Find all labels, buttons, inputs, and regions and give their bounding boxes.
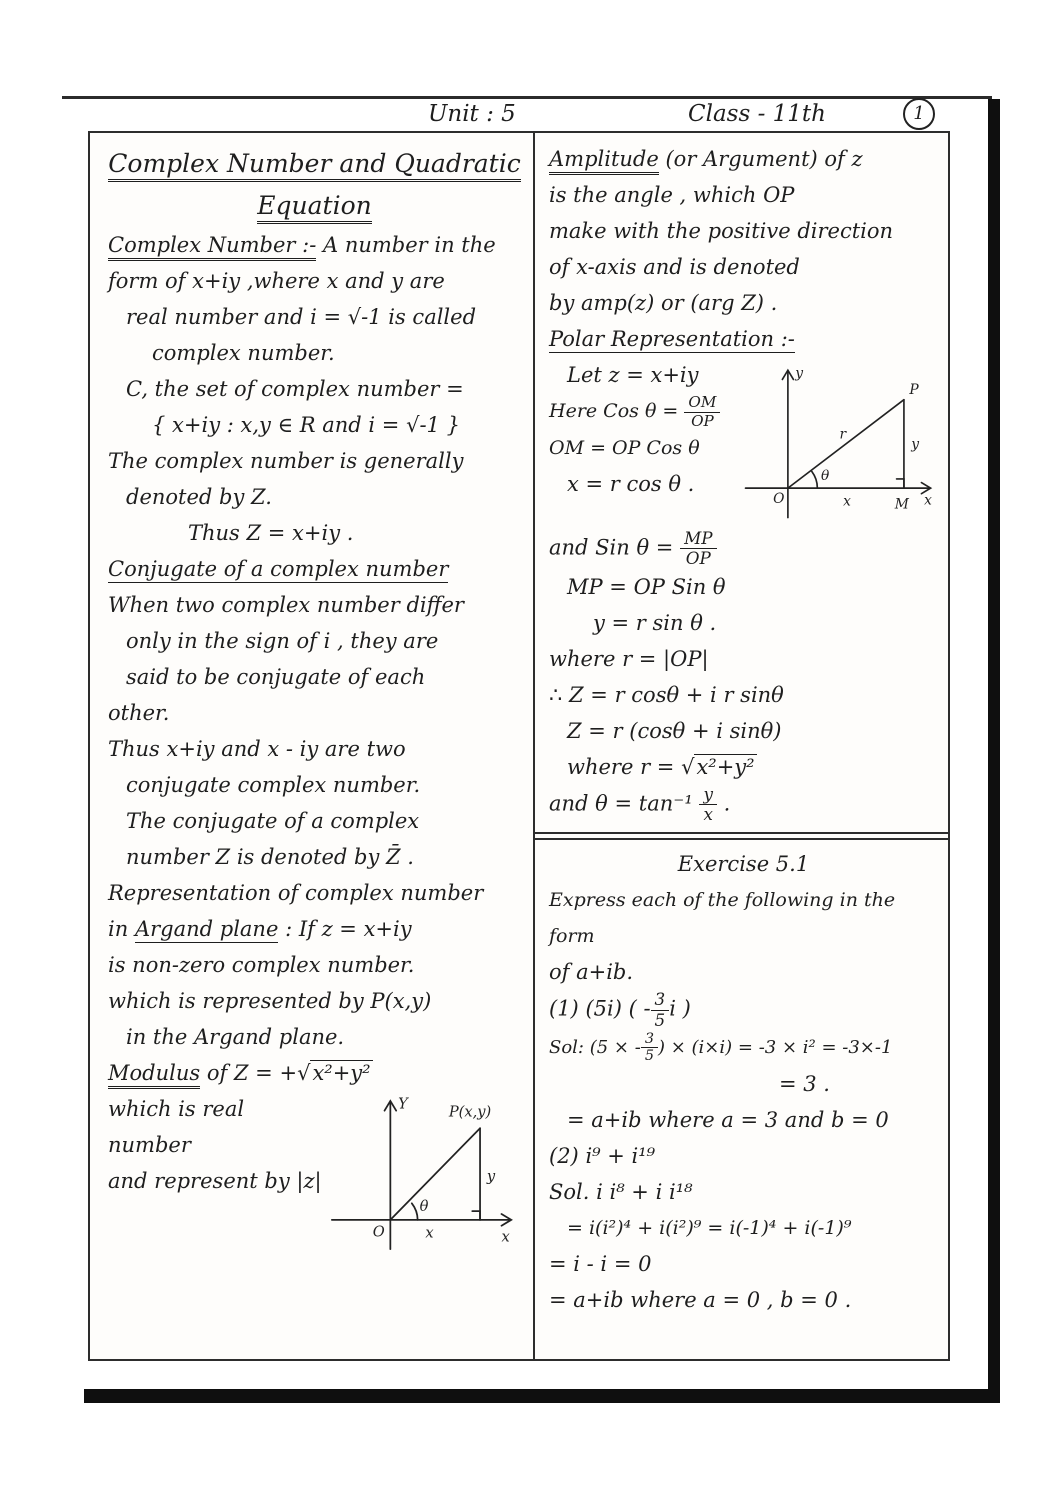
angle-label: θ (821, 467, 830, 484)
line-text: : If z = x+iy (285, 917, 412, 941)
text-line: The conjugate of a complex (126, 809, 420, 833)
text-line: y = r sin θ . (593, 610, 717, 635)
line-text: and θ = tan⁻¹ (549, 790, 693, 815)
line-text: A number in the (323, 233, 496, 257)
origin-label: O (773, 490, 785, 507)
text-line: Express each of the following in the form (549, 889, 896, 948)
fraction-numerator: MP (680, 529, 716, 549)
text-line: The complex number is generally (108, 449, 464, 473)
text-line: form of x+iy ,where x and y are (108, 269, 445, 293)
title-text: Equation (257, 191, 371, 224)
point-label: M (894, 496, 909, 513)
line-text: i ) (669, 996, 691, 1021)
solution-label: Sol. (549, 1179, 590, 1204)
question-line (549, 990, 938, 1030)
polar-equations (549, 357, 740, 502)
line-text: of complex number (277, 881, 484, 905)
axis-label: y (795, 365, 804, 382)
angle-label: θ (419, 1198, 429, 1216)
line-text: i i⁸ + i i¹⁸ (596, 1179, 693, 1204)
class-label: Class - 11th (688, 101, 826, 127)
solution-line (549, 1174, 938, 1210)
text-line: Thus x+iy and x - iy are two (108, 737, 406, 761)
sqrt-expression (681, 754, 757, 779)
modulus-formula-line (108, 1055, 521, 1091)
line-text: and Sin θ = (549, 535, 674, 560)
formula-line (549, 393, 740, 430)
text-line: of x-axis and is denoted (549, 255, 800, 279)
fraction (684, 394, 720, 430)
text-line: and represent by |z| (108, 1169, 322, 1193)
text-line: = i - i = 0 (549, 1251, 652, 1276)
text-line: conjugate complex number. (126, 773, 421, 797)
text-line: = 3 . (779, 1071, 830, 1096)
polar-row (549, 357, 938, 529)
point-label: P (909, 382, 919, 399)
left-column (90, 133, 535, 1359)
formula-line (549, 785, 938, 825)
fraction-numerator: 3 (641, 1031, 658, 1049)
text-line: said to be conjugate of each (126, 665, 426, 689)
fraction-denominator: OP (691, 411, 714, 430)
line-text: Representation (108, 881, 272, 905)
modulus-text (108, 1091, 326, 1199)
text-line: number Z is denoted by Z̄ . (126, 845, 414, 869)
line-text: (or Argument) of z (665, 147, 863, 171)
fraction-denominator: 5 (654, 1009, 666, 1030)
fraction (651, 990, 670, 1030)
question-number: (2) (549, 1143, 579, 1168)
text-line: OM = OP Cos θ (549, 436, 700, 459)
text-line: by amp(z) or (arg Z) . (549, 291, 778, 315)
text-line: where r = |OP| (549, 646, 709, 671)
argand-plane-heading: Argand plane (134, 917, 279, 941)
fraction-denominator: OP (685, 548, 711, 569)
fraction-denominator: 5 (644, 1048, 654, 1065)
text-line: Let z = x+iy (567, 363, 699, 387)
solution-line (549, 1030, 938, 1066)
axis-label: x (924, 492, 932, 509)
segment-label: x (843, 493, 851, 510)
text-line (108, 875, 521, 911)
line-text: (5i) ( - (585, 996, 651, 1021)
radicand: x²+y² (312, 1061, 371, 1085)
text-line: real number and i = √-1 is called (126, 305, 477, 329)
text-line: = i(i²)⁴ + i(i²)⁹ = i(-1)⁴ + i(-1)⁹ (567, 1216, 852, 1239)
axis-label: Y (398, 1095, 408, 1113)
fraction-denominator: x (703, 803, 713, 824)
sqrt-expression (297, 1060, 373, 1085)
right-column (535, 133, 948, 1359)
text-line: complex number. (152, 341, 335, 365)
line-text: . (723, 790, 731, 815)
segment-label: y (486, 1167, 496, 1185)
text-line: ∴ Z = r cosθ + i r sinθ (549, 682, 784, 707)
segment-label: r (839, 426, 847, 443)
scan-edge-bottom (84, 1389, 1000, 1403)
radicand: x²+y² (696, 754, 755, 779)
exercise-title: Exercise 5.1 (677, 852, 810, 877)
text-line: in the Argand plane. (126, 1025, 345, 1049)
text-line: which is represented by P(x,y) (108, 989, 432, 1013)
scan-edge-right (988, 99, 1000, 1403)
text-line: = a+ib where a = 0 , b = 0 . (549, 1287, 852, 1312)
line-text: (5 × - (589, 1036, 641, 1058)
section-divider (535, 832, 948, 840)
line-text: ) × (i×i) = -3 × i² = -3×-1 (657, 1036, 893, 1058)
segment-label: y (911, 436, 920, 453)
line-text: i⁹ + i¹⁹ (585, 1143, 656, 1168)
text-line: x = r cos θ . (567, 471, 695, 496)
text-line (549, 141, 938, 177)
line-text: of Z = + (206, 1061, 298, 1085)
section-heading: Modulus (108, 1061, 200, 1089)
origin-label: O (372, 1223, 385, 1241)
text-line: MP = OP Sin θ (567, 574, 726, 599)
text-line: is the angle , which OP (549, 183, 795, 207)
text-line: other. (108, 701, 170, 725)
text-line (108, 227, 521, 263)
exercise-section (549, 846, 938, 1318)
text-line: Thus Z = x+iy . (188, 521, 354, 545)
text-line: = a+ib where a = 3 and b = 0 (567, 1107, 889, 1132)
text-line: { x+iy : x,y ∈ R and i = √-1 } (152, 413, 460, 437)
line-text: in (108, 917, 129, 941)
line-text: Here Cos θ = (549, 400, 679, 422)
text-line: which is real number (108, 1097, 245, 1157)
modulus-row (108, 1091, 521, 1259)
text-line: is non-zero complex number. (108, 953, 415, 977)
fraction-numerator: y (699, 785, 716, 805)
argand-modulus-diagram (326, 1091, 521, 1259)
text-line: C, the set of complex number = (126, 377, 464, 401)
page-title-line1 (108, 143, 521, 185)
page-number-badge: 1 (903, 98, 935, 130)
section-heading: Amplitude (549, 147, 659, 175)
text-line: Z = r (cosθ + i sinθ) (567, 718, 782, 743)
section-heading: Polar Representation :- (549, 327, 795, 351)
text-line: denoted by Z. (126, 485, 272, 509)
question-number: (1) (549, 996, 579, 1021)
axis-label: x (501, 1228, 510, 1246)
section-heading: Complex Number :- (108, 233, 316, 261)
text-line: make with the positive direction (549, 219, 894, 243)
text-line (108, 551, 521, 587)
point-label: P(x,y) (448, 1103, 492, 1121)
fraction-numerator: 3 (651, 990, 670, 1010)
text-line: When two complex number differ (108, 593, 464, 617)
formula-line (549, 529, 938, 569)
fraction-numerator: OM (684, 394, 720, 412)
section-heading: Conjugate of a complex number (108, 557, 449, 581)
text-line: only in the sign of i , they are (126, 629, 439, 653)
question-line (549, 1138, 938, 1174)
segment-label: x (425, 1224, 434, 1242)
notes-content-box (88, 131, 950, 1361)
page-title-line2 (108, 185, 521, 227)
polar-representation-diagram (740, 357, 938, 529)
text-line (108, 911, 521, 947)
fraction (680, 529, 716, 569)
text-line: of a+ib. (549, 960, 634, 985)
formula-line (549, 749, 938, 785)
solution-label: Sol: (549, 1036, 584, 1058)
text-line (549, 321, 938, 357)
top-rule-line (62, 96, 992, 99)
fraction (641, 1031, 658, 1065)
line-text: where r = (567, 754, 682, 779)
title-text: Complex Number and Quadratic (108, 149, 520, 182)
unit-label: Unit : 5 (428, 101, 516, 127)
fraction (699, 785, 716, 825)
